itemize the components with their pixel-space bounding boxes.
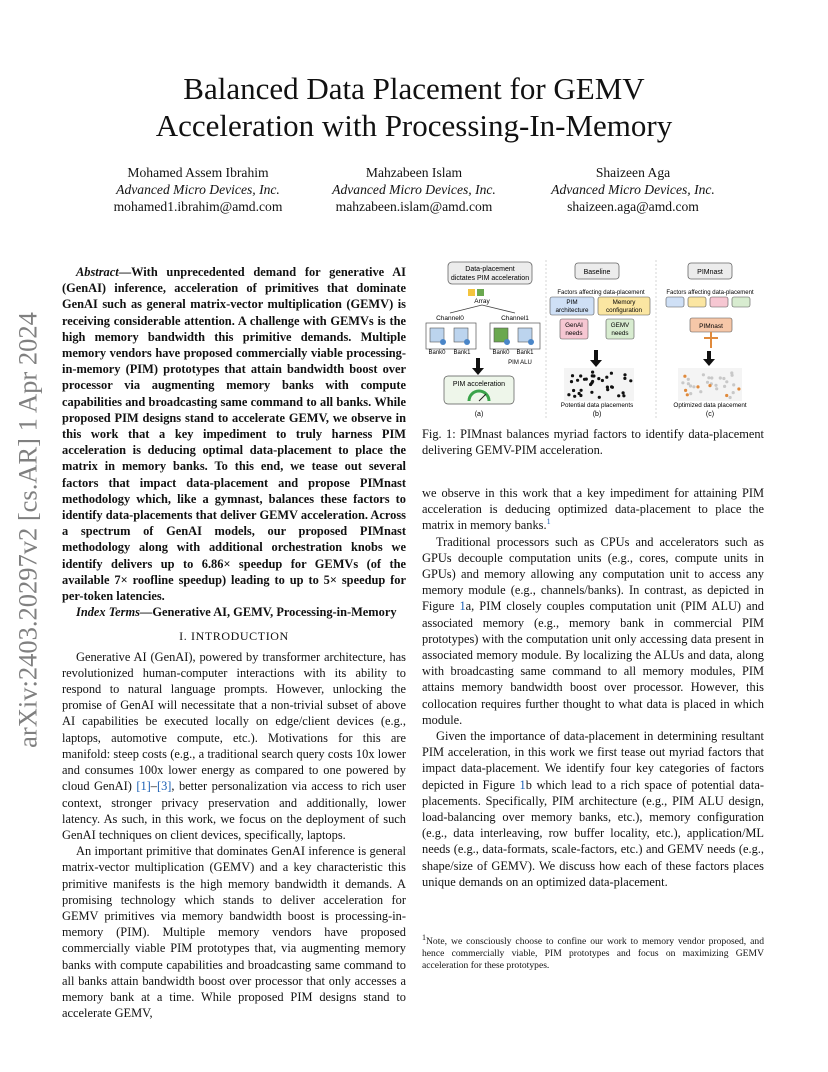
placement-dot [567, 393, 570, 396]
abstract-text: —With unprecedented demand for generative AI (GenAI) inference, acceleration of primitives that dominate GenAI such as general matrix-vector multiplication (GEMV) is receiving considerable attention. A challenge with GEMVs is the high memory bandwidth this primitive demands. Multiple memory vendors have proposed commercially viable processing-in-memory (PIM) prototypes that attain bandwidth boost over processor via augmenting memory banks with compute capabilities and broadcasting same command to all banks. While proposed PIM designs stand to accelerate GEMV, we observe in this work that a key impediment to truly harness PIM acceleration is deducing optimal data-placement to place the matrix in memory banks. To this end, we tease out several factors that impact data-placement and propose PIMnast methodology which, like a gymnast, balances these factors to identify data-placements that deliver GEMV acceleration. Across a spectrum of GenAI models, our proposed PIMnast methodology along with additional orchestration knobs we identify delivers up to 6.86× speedup for GEMVs (of the available 7× roofline speedup) leading to up to 5× speedup for per-token latencies. [62, 265, 406, 604]
placement-dot [702, 373, 705, 376]
pim-architecture-label-2: architecture [555, 307, 589, 314]
panel-a-title-1: Data-placement [465, 266, 515, 273]
pim-alu-label: PIM ALU [508, 360, 532, 366]
placement-dot [689, 392, 692, 395]
placement-dot [732, 391, 735, 394]
pim-alu-dot [440, 339, 446, 345]
citation-dash: – [150, 779, 157, 794]
channel1-label: Channel1 [501, 315, 529, 322]
factor-chip [688, 297, 706, 307]
placement-dot [707, 376, 710, 379]
placement-dot [687, 382, 690, 385]
author-affiliation: Advanced Micro Devices, Inc. [116, 182, 280, 197]
bank0-label: Bank0 [428, 350, 446, 356]
pim-alu-dot [504, 339, 510, 345]
placement-dot [576, 379, 579, 382]
down-arrow [703, 351, 715, 366]
placement-dot [570, 380, 573, 383]
bank1-label: Bank1 [453, 350, 471, 356]
figure-reference-link[interactable]: 1 [519, 777, 526, 792]
placement-dot [692, 385, 695, 388]
author-block-2 [294, 164, 534, 215]
pim-architecture-label-1: PIM [566, 299, 578, 306]
placement-dot [683, 375, 686, 378]
memory-configuration-label-1: Memory [612, 299, 636, 306]
placement-dot [719, 376, 722, 379]
placement-dot [598, 396, 601, 399]
footnote-text: Note, we consciously choose to confine our work to memory vendor proposed, and hence commercially viable, PIM prototypes and focus on maximizing GEMV acceleration for these prototypes. [422, 936, 764, 972]
placement-dot [684, 389, 687, 392]
paper-title [60, 70, 768, 144]
array-arrows [450, 305, 515, 313]
author-email: mohamed1.ibrahim@amd.com [113, 199, 283, 214]
arxiv-identifier: arXiv:2403.20297v2 [cs.AR] 1 Apr 2024 [12, 312, 43, 748]
citation-link[interactable]: [1] [136, 779, 151, 794]
placement-dot [591, 371, 594, 374]
panel-a-label: (a) [474, 411, 484, 418]
abstract-label: Abstract [76, 265, 119, 279]
placement-dot [623, 377, 626, 380]
placement-dot [597, 377, 600, 380]
placement-dot [715, 387, 718, 390]
placement-dot [732, 383, 735, 386]
right-column [422, 485, 764, 890]
citation-link[interactable]: [3] [156, 779, 172, 794]
placement-dot [579, 394, 582, 397]
placement-dot [583, 378, 586, 381]
author-block-3 [513, 164, 753, 215]
panel-c-label: (c) [705, 411, 715, 418]
placement-dot [723, 385, 726, 388]
placement-dot [699, 390, 702, 393]
gemv-needs-label-1: GEMV [610, 322, 630, 329]
author-email: shaizeen.aga@amd.com [567, 199, 699, 214]
genai-needs-label-2: needs [565, 330, 583, 337]
factor-chip [732, 297, 750, 307]
memory-configuration-label-2: configuration [605, 307, 643, 314]
pim-acceleration-label: PIM acceleration [452, 381, 506, 388]
figure-1-diagram [420, 258, 765, 424]
placement-dot [714, 384, 717, 387]
abstract [62, 264, 406, 604]
bank0-label: Bank0 [492, 350, 510, 356]
figure-reference-link[interactable]: 1 [459, 599, 466, 614]
placement-dot [605, 376, 608, 379]
section-heading-introduction: I. INTRODUCTION [179, 629, 289, 644]
placement-dot [622, 394, 625, 397]
placement-dot [580, 389, 583, 392]
author-affiliation: Advanced Micro Devices, Inc. [332, 182, 496, 197]
pimnast-label: PIMnast [699, 323, 723, 330]
placement-dot [686, 393, 689, 396]
placement-dot [696, 385, 699, 388]
placement-dot [601, 379, 604, 382]
down-arrow [472, 358, 484, 375]
placement-dot [737, 387, 740, 390]
placement-dot [617, 394, 620, 397]
gymnast-icon [704, 332, 718, 348]
index-terms [62, 604, 406, 620]
placement-dot [623, 373, 626, 376]
factor-chip [666, 297, 684, 307]
placement-dot [572, 389, 575, 392]
potential-placements-label: Potential data placements [560, 402, 634, 409]
right-paragraph-2 [422, 534, 764, 728]
down-arrow [590, 350, 602, 367]
placement-dot [579, 374, 582, 377]
right-paragraph-1 [422, 485, 764, 534]
author-name: Shaizeen Aga [595, 165, 671, 180]
placement-dot [731, 374, 734, 377]
right-p1-text: we observe in this work that a key impediment for attaining PIM acceleration is deducing optimized data-placement to place the matrix in memory banks. [422, 486, 764, 533]
panel-c-factors: Factors affecting data-placement [666, 290, 754, 296]
panel-b-title: Baseline [583, 269, 611, 276]
placement-dot [687, 378, 690, 381]
placement-dot [629, 379, 632, 382]
footnote [422, 932, 764, 973]
placement-dot [681, 381, 684, 384]
panel-b-factors: Factors affecting data-placement [557, 290, 645, 296]
arxiv-sidebar [4, 300, 52, 760]
pim-alu-dot [464, 339, 470, 345]
footnote-link[interactable]: 1 [546, 517, 551, 527]
right-paragraph-3 [422, 728, 764, 890]
title-line-2: Acceleration with Processing-In-Memory [155, 108, 673, 143]
index-terms-label: Index Terms [76, 605, 140, 620]
figure-1-caption: Fig. 1: PIMnast balances myriad factors to identify data-placement delivering GEMV-PIM acceleration. [422, 427, 764, 458]
placement-dot [571, 374, 574, 377]
panel-c-title: PIMnast [697, 269, 723, 276]
figure-1 [420, 258, 765, 424]
placement-dot [622, 391, 625, 394]
placement-dot [573, 395, 576, 398]
placement-dot [590, 391, 593, 394]
placement-dot [610, 385, 613, 388]
array-label: Array [474, 298, 490, 305]
author-name: Mohamed Assem Ibrahim [127, 165, 269, 180]
left-column [62, 264, 406, 1021]
gemv-needs-label-2: needs [611, 330, 629, 337]
placement-dot [606, 388, 609, 391]
placement-dot [591, 380, 594, 383]
placement-dot [592, 374, 595, 377]
right-p2-text: Traditional processors such as CPUs and accelerators such as GPUs decouple computation units (e.g., cores, compute units in GPUs) and memory allowing any computation unit to access any memory module (e.g., channels/banks). In contrast, as depicted in Figure [422, 534, 764, 614]
intro-paragraph-2: An important primitive that dominates GenAI inference is general matrix-vector multiplication (GEMV) and a key characteristic this primitive manifests is the high memory bandwidth it demands. A promising technology which stands to deliver acceleration for GEMV primitives via memory bandwidth boost is processing-in-memory (PIM). Multiple memory vendors have proposed commercially viable PIM prototypes that, via augmenting memory banks with compute capabilities and broadcasting same command to all banks attain bandwidth boost over processor that only accesses a memory bank at a time. While proposed PIM designs stand to accelerate GEMV, [62, 844, 406, 1021]
right-p3-text-end: b which lead to a rich space of potential data-placements. Specifically, PIM architecture (e.g., PIM ALU design, load-balancing over memory banks, etc.), memory configuration (e.g., data interleaving, row buffer locality, etc.), application/ML needs (e.g., data-formats, scale-factors, etc.) and GEMV needs (e.g., shape/size of GEMV). We discuss how each of these factors places unique demands on an optimized data-placement. [422, 777, 764, 889]
channel0-label: Channel0 [436, 315, 464, 322]
panel-b-label: (b) [592, 411, 602, 418]
placement-dot [725, 394, 728, 397]
footnote-mark: 1 [422, 932, 426, 942]
panel-a-title-2: dictates PIM acceleration [450, 275, 530, 282]
vector-block [477, 289, 484, 296]
author-block-1 [78, 164, 318, 215]
placement-dot [722, 377, 725, 380]
intro-paragraph-1 [62, 649, 406, 843]
factor-chip [710, 297, 728, 307]
vector-block [468, 289, 475, 296]
placement-dot [610, 372, 613, 375]
author-affiliation: Advanced Micro Devices, Inc. [551, 182, 715, 197]
author-email: mahzabeen.islam@amd.com [335, 199, 493, 214]
right-p3-text: Given the importance of data-placement in determining resultant PIM acceleration, in this work we first tease out myriad factors that impact data-placement. We identify four key categories of factors depicted in Figure [422, 729, 764, 792]
placement-dot [708, 384, 711, 387]
placement-dot [706, 381, 709, 384]
pim-alu-dot [528, 339, 534, 345]
intro-p1-text: Generative AI (GenAI), powered by transformer architecture, has revolutionized human-computer interactions with its ability to respond to natural language prompts. However, unlocking the promise of GenAI will necessitate that a non-trivial subset of above AI capabilities be executed locally on edge/client devices (e.g., laptops, automotive compute, etc.). Motivations for this are manifold: steep costs (e.g., a traditional search query costs 10x lower and consumes 100x lower energy as compared to one powered by cloud GenAI) [62, 649, 406, 794]
optimized-placement-label: Optimized data placement [673, 402, 747, 409]
author-name: Mahzabeen Islam [365, 165, 463, 180]
placement-dot [729, 396, 732, 399]
placement-dot [725, 380, 728, 383]
placement-dot [710, 376, 713, 379]
right-p2-text-end: a, PIM closely couples computation unit (PIM ALU) and associated memory (e.g., memory bank in commercial PIM prototypes) with the computation unit only accessing data present in associated memory module. By localizing the ALUs and data, along with broadcasting same command to all memory modules, PIM attains memory bandwidth boost over processor. However, this collocation requires further thought to what data is placed in which module. [422, 599, 764, 727]
index-terms-text: —Generative AI, GEMV, Processing-in-Memory [139, 605, 397, 620]
title-line-1: Balanced Data Placement for GEMV [183, 71, 645, 106]
genai-needs-label-1: GenAI [565, 322, 583, 329]
intro-p1-text-end: , better personalization via access to rich user context, stronger privacy preservation and additionally, lower latency. As such, in this work, we focus on the deployment of such GenAI techniques on client devices, specifically, laptops. [62, 779, 406, 842]
bank1-label: Bank1 [516, 350, 534, 356]
